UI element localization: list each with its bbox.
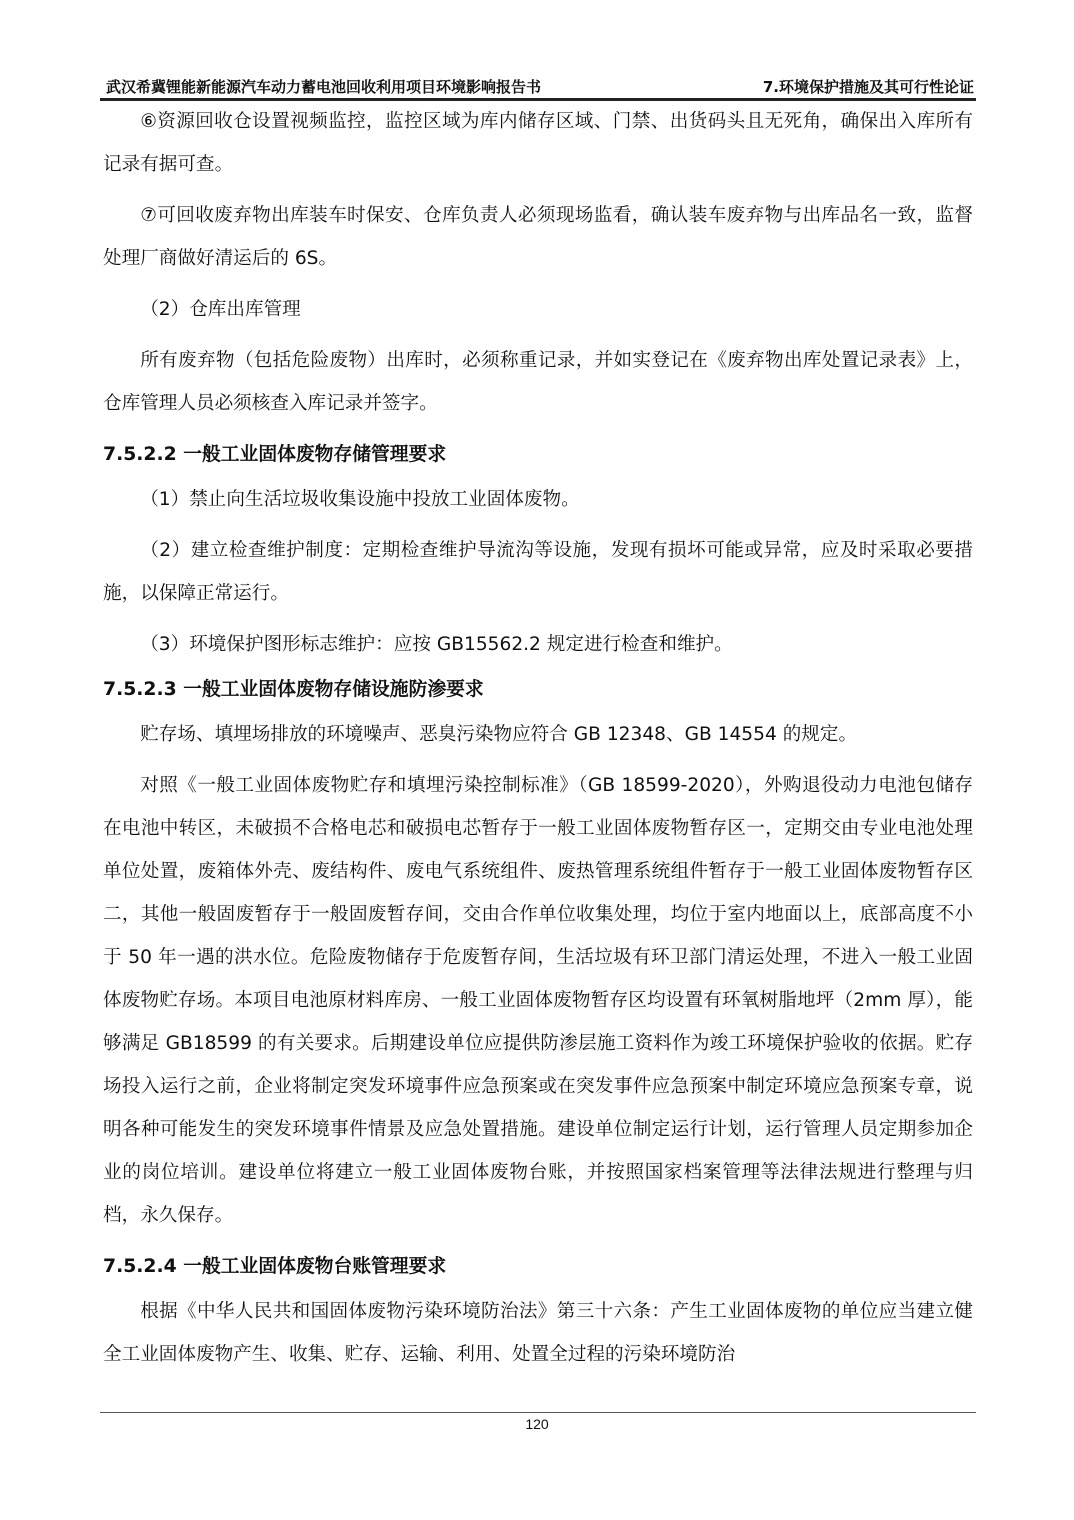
paragraph-outbound-loading: ⑦可回收废弃物出库装车时保安、仓库负责人必须现场监看，确认装车废弃物与出库品名一致，监督处理厂商做好清运后的 6S。 (103, 205, 973, 269)
subheading-warehouse-outbound: （2）仓库出库管理 (140, 299, 301, 320)
paragraph-ledger-law: 根据《中华人民共和国固体废物污染环境防治法》第三十六条：产生工业固体废物的单位应当建立健全工业固体废物产生、收集、贮存、运输、利用、处置全过程的污染环境防治 (103, 1301, 973, 1365)
header-chapter-title: 7.环境保护措施及其可行性论证 (762, 78, 974, 96)
section-heading-7-5-2-4: 7.5.2.4 一般工业固体废物台账管理要求 (103, 1256, 447, 1277)
paragraph-video-monitoring: ⑥资源回收仓设置视频监控，监控区域为库内储存区域、门禁、出货码头且无死角，确保出入库所有记录有据可查。 (103, 111, 973, 175)
footer-rule (100, 1412, 976, 1413)
paragraph-outbound-records: 所有废弃物（包括危险废物）出库时，必须称重记录，并如实登记在《废弃物出库处置记录表》上，仓库管理人员必须核查入库记录并签字。 (103, 350, 973, 414)
page-header (100, 76, 976, 98)
list-item-1: （1）禁止向生活垃圾收集设施中投放工业固体废物。 (140, 489, 580, 510)
paragraph-seepage-prevention: 对照《一般工业固体废物贮存和填埋污染控制标准》（GB 18599-2020），外购退役动力电池包储存在电池中转区，未破损不合格电芯和破损电芯暂存于一般工业固体废物暂存区一，定期交由专业电池处理单位处置，废箱体外壳、废结构件、废电气系统组件、废热管理系统组件暂存于一般工业固体废物暂存区二，其他一般固废暂存于一般固废暂存间，交由合作单位收集处理，均位于室内地面以上，底部高度不小于 50 年一遇的洪水位。危险废物储存于危废暂存间，生活垃圾有环卫部门清运处理，不进入一般工业固体废物贮存场。本项目电池原材料库房、一般工业固体废物暂存区均设置有环氧树脂地坪（2mm 厚），能够满足 GB18599 的有关要求。后期建设单位应提供防渗层施工资料作为竣工环境保护验收的依据。贮存场投入运行之前，企业将制定突发环境事件应急预案或在突发事件应急预案中制定环境应急预案专章，说明各种可能发生的突发环境事件情景及应急处置措施。建设单位制定运行计划，运行管理人员定期参加企业的岗位培训。建设单位将建立一般工业固体废物台账，并按照国家档案管理等法律法规进行整理与归档，永久保存。 (103, 775, 973, 1226)
section-heading-7-5-2-3: 7.5.2.3 一般工业固体废物存储设施防渗要求 (103, 679, 484, 700)
list-item-3: （3）环境保护图形标志维护：应按 GB15562.2 规定进行检查和维护。 (140, 634, 733, 655)
page-number: 120 (525, 1416, 549, 1432)
header-document-title: 武汉希冀锂能新能源汽车动力蓄电池回收利用项目环境影响报告书 (106, 78, 542, 96)
section-heading-7-5-2-2: 7.5.2.2 一般工业固体废物存储管理要求 (103, 444, 447, 465)
page-body (103, 100, 973, 1384)
paragraph-noise-standards: 贮存场、填埋场排放的环境噪声、恶臭污染物应符合 GB 12348、GB 14554 的规定。 (140, 724, 858, 745)
list-item-2: （2）建立检查维护制度：定期检查维护导流沟等设施，发现有损坏可能或异常，应及时采取必要措施，以保障正常运行。 (103, 540, 973, 604)
